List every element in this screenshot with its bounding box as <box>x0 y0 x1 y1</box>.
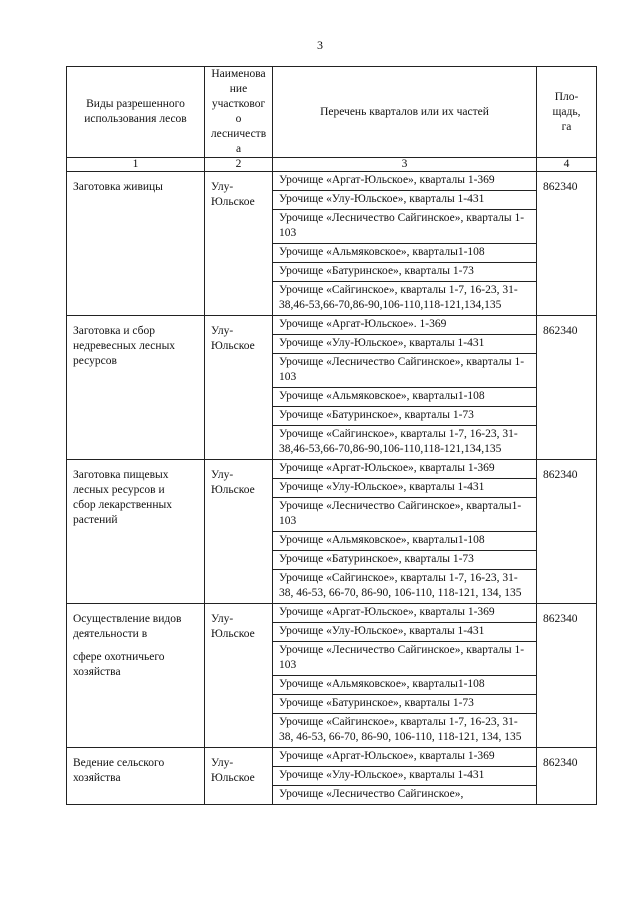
department-cell <box>205 316 273 460</box>
quarter-item: Урочище «Лесничество Сайгинское», <box>279 788 464 800</box>
department-line: Юльское <box>211 772 255 784</box>
quarter-item: Урочище «Аргат-Юльское», кварталы 1-369 <box>273 460 536 479</box>
quarter-item: Урочище «Улу-Юльское», кварталы 1-431 <box>273 191 536 210</box>
area-cell: 862340 <box>537 604 597 748</box>
table-row <box>67 460 597 604</box>
header-quarters <box>273 67 537 158</box>
department-line: Улу- <box>211 613 234 625</box>
column-number: 4 <box>537 158 597 172</box>
quarter-item: Урочище «Альмяковское», кварталы1-108 <box>273 532 536 551</box>
table-row <box>67 316 597 460</box>
quarter-item: Урочище «Улу-Юльское», кварталы 1-431 <box>273 767 536 786</box>
department-line: Улу- <box>211 181 234 193</box>
header-dept-line: о <box>235 113 242 125</box>
area-cell: 862340 <box>537 748 597 805</box>
quarter-item: Урочище «Сайгинское», кварталы 1-7, 16-23, 31-38, 46-53, 66-70, 86-90, 106-110, 118-121, 134, 135 <box>279 572 522 599</box>
use-type-line: Осуществление видов <box>73 613 182 625</box>
area-cell: 862340 <box>537 460 597 604</box>
header-area <box>537 67 597 158</box>
header-dept-line: ние <box>229 83 248 95</box>
use-type-cell <box>67 316 205 460</box>
use-type-spacer <box>73 642 200 650</box>
use-type-cell <box>67 172 205 316</box>
quarters-cell <box>273 316 537 460</box>
quarter-item: Урочище «Лесничество Сайгинское», кварталы 1-103 <box>273 210 536 244</box>
area-cell: 862340 <box>537 316 597 460</box>
department-line: Юльское <box>211 484 255 496</box>
department-cell <box>205 172 273 316</box>
use-type-cell <box>67 748 205 805</box>
quarter-item: Урочище «Улу-Юльское», кварталы 1-431 <box>273 623 536 642</box>
quarter-item: Урочище «Лесничество Сайгинское», кварталы 1-103 <box>273 642 536 676</box>
quarter-item: Урочище «Батуринское», кварталы 1-73 <box>273 263 536 282</box>
quarter-item: Урочище «Аргат-Юльское», кварталы 1-369 <box>273 172 536 191</box>
quarters-cell <box>273 748 537 805</box>
quarter-item: Урочище «Сайгинское», кварталы 1-7, 16-23, 31-38,46-53,66-70,86-90,106-110,118-121,134,135 <box>279 428 518 455</box>
quarter-item: Урочище «Альмяковское», кварталы1-108 <box>273 676 536 695</box>
header-area-line: Пло- <box>554 90 579 103</box>
quarter-item: Урочище «Батуринское», кварталы 1-73 <box>273 551 536 570</box>
quarter-item: Урочище «Альмяковское», кварталы1-108 <box>273 388 536 407</box>
quarter-item: Урочище «Лесничество Сайгинское», кварталы1-103 <box>273 498 536 532</box>
use-type-line: Заготовка и сбор <box>73 325 155 337</box>
use-type-cell <box>67 460 205 604</box>
quarter-item: Урочище «Сайгинское», кварталы 1-7, 16-23, 31-38, 46-53, 66-70, 86-90, 106-110, 118-121, 134, 135 <box>279 716 522 743</box>
forest-use-table <box>66 66 597 805</box>
header-quarters-label: Перечень кварталов или их частей <box>320 105 489 118</box>
use-type-line: Ведение сельского <box>73 757 165 769</box>
use-type-line: лесных ресурсов и <box>73 484 165 496</box>
department-line: Юльское <box>211 628 255 640</box>
header-dept-line: Наименова <box>211 68 266 80</box>
header-dept-line: участковог <box>211 98 266 110</box>
header-area-line: щадь, <box>552 105 581 118</box>
column-number-row <box>67 158 597 172</box>
use-type-line: сфере охотничьего <box>73 651 165 663</box>
quarters-cell <box>273 172 537 316</box>
department-line: Улу- <box>211 469 234 481</box>
header-department <box>205 67 273 158</box>
department-line: Юльское <box>211 196 255 208</box>
quarter-item: Урочище «Улу-Юльское», кварталы 1-431 <box>273 479 536 498</box>
header-area-line: га <box>561 120 572 133</box>
header-dept-line: а <box>235 143 242 155</box>
use-type-cell <box>67 604 205 748</box>
quarter-item: Урочище «Лесничество Сайгинское», кварталы 1-103 <box>273 354 536 388</box>
header-use-types-label: Виды разрешенного использования лесов <box>84 98 187 125</box>
use-type-line: Заготовка живицы <box>73 181 163 193</box>
column-number: 3 <box>273 158 537 172</box>
department-cell <box>205 748 273 805</box>
column-number: 1 <box>67 158 205 172</box>
use-type-line: сбор лекарственных <box>73 499 172 511</box>
table-row <box>67 748 597 805</box>
quarters-cell <box>273 460 537 604</box>
department-cell <box>205 604 273 748</box>
use-type-line: хозяйства <box>73 666 121 678</box>
department-line: Улу- <box>211 325 234 337</box>
quarter-item: Урочище «Аргат-Юльское», кварталы 1-369 <box>273 748 536 767</box>
department-line: Улу- <box>211 757 234 769</box>
header-dept-line: лесничеств <box>210 128 267 140</box>
use-type-line: недревесных лесных <box>73 340 176 352</box>
table-row <box>67 604 597 748</box>
header-use-types <box>67 67 205 158</box>
use-type-line: деятельности в <box>73 628 148 640</box>
quarter-item: Урочище «Аргат-Юльское», кварталы 1-369 <box>273 604 536 623</box>
quarter-item: Урочище «Альмяковское», кварталы1-108 <box>273 244 536 263</box>
table-row <box>67 172 597 316</box>
quarter-item: Урочище «Сайгинское», кварталы 1-7, 16-23, 31-38,46-53,66-70,86-90,106-110,118-121,134,135 <box>279 284 518 311</box>
use-type-line: Заготовка пищевых <box>73 469 169 481</box>
department-line: Юльское <box>211 340 255 352</box>
area-cell: 862340 <box>537 172 597 316</box>
header-row <box>67 67 597 158</box>
page-number: 3 <box>317 38 323 52</box>
quarter-item: Урочище «Аргат-Юльское». 1-369 <box>273 316 536 335</box>
quarter-item: Урочище «Батуринское», кварталы 1-73 <box>273 695 536 714</box>
quarter-item: Урочище «Улу-Юльское», кварталы 1-431 <box>273 335 536 354</box>
column-number: 2 <box>205 158 273 172</box>
use-type-line: хозяйства <box>73 772 121 784</box>
quarters-cell <box>273 604 537 748</box>
quarter-item: Урочище «Батуринское», кварталы 1-73 <box>273 407 536 426</box>
use-type-line: растений <box>73 514 118 526</box>
use-type-line: ресурсов <box>73 355 117 367</box>
department-cell <box>205 460 273 604</box>
